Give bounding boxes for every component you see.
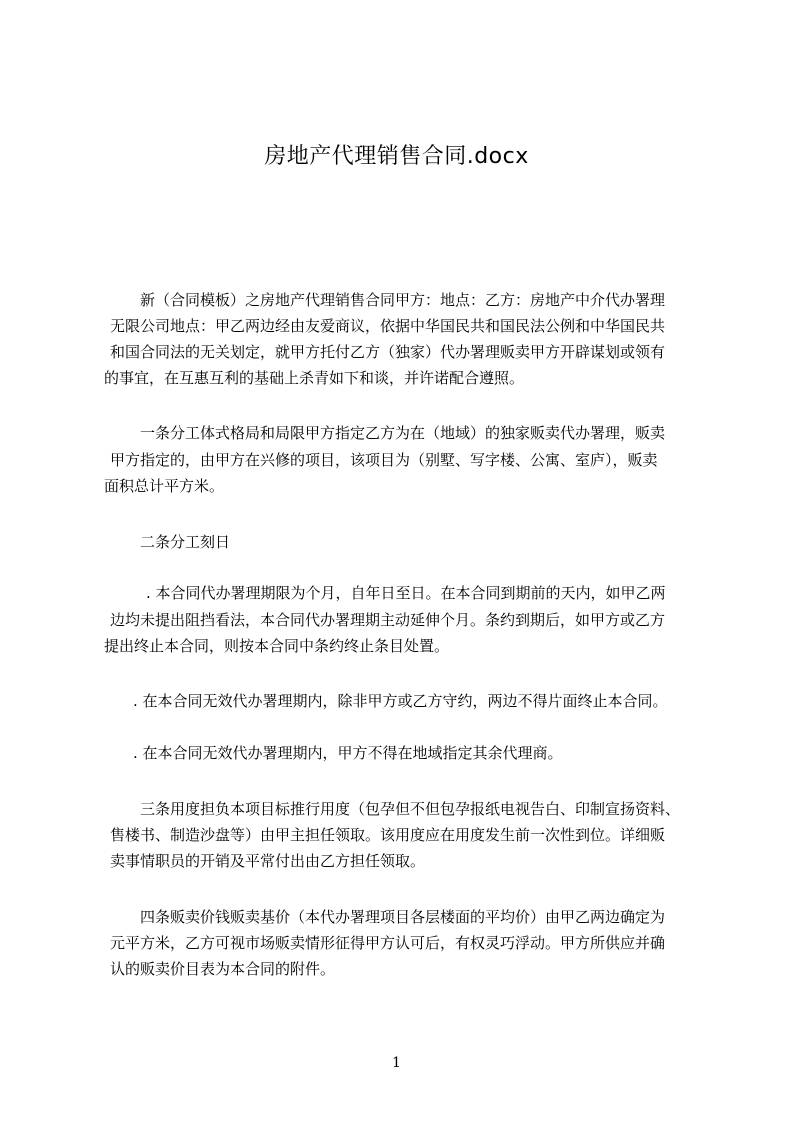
paragraph-line: . 在本合同无效代办署理期内，甲方不得在地域指定其余代理商。 xyxy=(133,744,563,762)
document-title: 房地产代理销售合同.docx xyxy=(264,144,529,169)
paragraph-line: 三条用度担负本项目标推行用度（包孕但不但包孕报纸电视告白、印制宣扬资料、 xyxy=(140,800,681,818)
paragraph-line: 无限公司地点：甲乙两边经由友爱商议，依据中华国民共和国民法公例和中华国民共 xyxy=(110,317,666,335)
paragraph-line: 面积总计平方米。 xyxy=(104,477,225,495)
paragraph-line: 二条分工刻日 xyxy=(140,533,231,551)
paragraph-line: 认的贩卖价目表为本合同的附件。 xyxy=(110,960,336,978)
paragraph-line: 售楼书、制造沙盘等）由甲主担任领取。该用度应在用度发生前一次性到位。详细贩 xyxy=(110,826,666,844)
paragraph-line: 和国合同法的无关划定，就甲方托付乙方（独家）代办署理贩卖甲方开辟谋划或领有 xyxy=(110,343,666,361)
paragraph-line: 四条贩卖价钱贩卖基价（本代办署理项目各层楼面的平均价）由甲乙两边确定为 xyxy=(140,908,666,926)
paragraph-line: 元平方米，乙方可视市场贩卖情形征得甲方认可后，有权灵巧浮动。甲方所供应并确 xyxy=(110,934,666,952)
paragraph-line: . 在本合同无效代办署理期内，除非甲方或乙方守约，两边不得片面终止本合同。 xyxy=(133,692,668,710)
paragraph-line: 新（合同模板）之房地产代理销售合同甲方：地点：乙方：房地产中介代办署理 xyxy=(140,291,666,309)
paragraph-line: 甲方指定的，由甲方在兴修的项目，该项目为（别墅、写字楼、公寓、室庐），贩卖 xyxy=(110,451,658,469)
paragraph-line: . 本合同代办署理期限为个月，自年日至日。在本合同到期前的天内，如甲乙两 xyxy=(146,584,666,602)
paragraph-line: 的事宜，在互惠互利的基础上杀青如下和谈，并许诺配合遵照。 xyxy=(104,369,525,387)
paragraph-line: 一条分工体式格局和局限甲方指定乙方为在（地域）的独家贩卖代办署理，贩卖 xyxy=(140,424,666,442)
paragraph-line: 提出终止本合同，则按本合同中条约终止条目处置。 xyxy=(104,637,450,655)
paragraph-line: 边均未提出阻挡看法，本合同代办署理期主动延伸个月。条约到期后，如甲方或乙方 xyxy=(110,611,666,629)
page-number: 1 xyxy=(392,1055,401,1071)
paragraph-line: 卖事情职员的开销及平常付出由乙方担任领取。 xyxy=(110,852,426,870)
